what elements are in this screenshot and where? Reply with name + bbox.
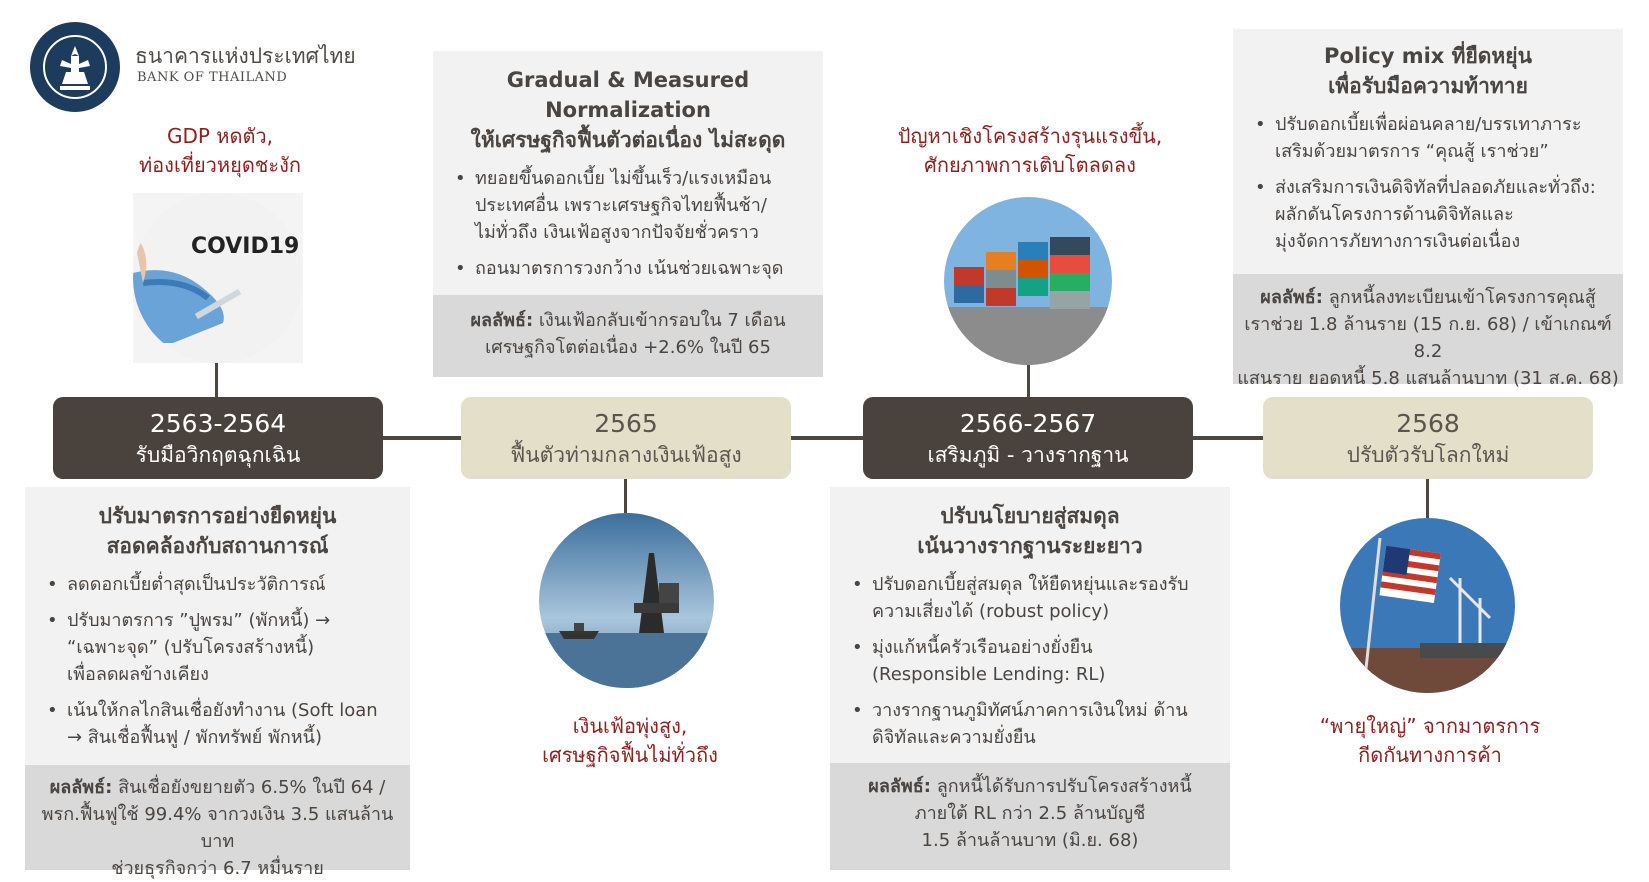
result-p4 xyxy=(1233,274,1623,389)
bullet-line: ผลักดันโครงการด้านดิจิทัลและ xyxy=(1275,204,1514,225)
logo-name-english: BANK OF THAILAND xyxy=(137,70,288,85)
result-text: ลูกหนี้ลงทะเบียนเข้าโครงการคุณสู้ xyxy=(1328,287,1596,308)
bullet-line: • ถอนมาตรการวงกว้าง เน้นช่วยเฉพาะจุด xyxy=(475,258,784,279)
shipping-containers-image xyxy=(944,197,1112,365)
bullet-item xyxy=(1275,174,1611,255)
result-line: ภายใต้ RL กว่า 2.5 ล้านบัญชี xyxy=(914,803,1146,824)
box-title-line: Gradual & Measured xyxy=(506,68,750,92)
bullet-item xyxy=(67,607,398,688)
result-line: แสนราย ยอดหนี้ 5.8 แสนล้านบาท (31 ส.ค. 68) xyxy=(1237,368,1619,389)
box-title xyxy=(37,501,398,561)
box-title xyxy=(842,501,1218,561)
bullet-line: • ปรับมาตรการ ”ปูพรม” (พักหนี้) → xyxy=(67,610,331,631)
period-pill-2565 xyxy=(461,397,791,479)
result-line xyxy=(1237,284,1619,311)
caption-line: ปัญหาเชิงโครงสร้างรุนแรงขึ้น, xyxy=(897,124,1163,148)
result-line xyxy=(29,774,406,801)
logo-name-thai: ธนาคารแห่งประเทศไทย xyxy=(135,44,356,68)
caption-p3 xyxy=(870,122,1190,180)
caption-line: เงินเฟ้อพุ่งสูง, xyxy=(572,714,688,738)
period-title: ปรับตัวรับโลกใหม่ xyxy=(1346,442,1510,467)
result-line: พรก.ฟื้นฟูใช้ 99.4% จากวงเงิน 3.5 แสนล้านบาท xyxy=(41,804,394,852)
bullet-item xyxy=(67,697,398,751)
bullet-line: “เฉพาะจุด” (ปรับโครงสร้างหนี้) xyxy=(67,637,315,658)
caption-p1 xyxy=(95,122,345,180)
bullet-line: มุ่งจัดการภัยทางการเงินต่อเนื่อง xyxy=(1275,231,1521,252)
period-title: ฟื้นตัวท่ามกลางเงินเฟ้อสูง xyxy=(510,442,742,467)
result-line xyxy=(437,307,819,334)
result-line: เศรษฐกิจโตต่อเนื่อง +2.6% ในปี 65 xyxy=(485,337,771,358)
us-flag-port-photo xyxy=(1340,518,1515,693)
period-pill-2563-2564 xyxy=(53,397,383,479)
result-line: เราช่วย 1.8 ล้านราย (15 ก.ย. 68) / เข้าเกณฑ์ 8.2 xyxy=(1244,314,1612,362)
bullet-list xyxy=(842,571,1218,751)
result-text: สินเชื่อยังขยายตัว 6.5% ในปี 64 / xyxy=(118,777,386,798)
bullet-item xyxy=(1275,111,1611,165)
bullet-line: • ทยอยขึ้นดอกเบี้ย ไม่ขึ้นเร็ว/แรงเหมือน xyxy=(475,168,772,189)
result-label: ผลลัพธ์: xyxy=(868,776,931,797)
bullet-line: ความเสี่ยงได้ (robust policy) xyxy=(872,601,1110,622)
result-line xyxy=(834,773,1226,800)
bullet-line: ประเทศอื่น เพราะเศรษฐกิจไทยฟื้นช้า/ xyxy=(475,195,767,216)
period-pill-2568 xyxy=(1263,397,1593,479)
containers-photo xyxy=(944,197,1112,365)
box-title-line: สอดคล้องกับสถานการณ์ xyxy=(106,534,329,558)
result-line: ช่วยธุรกิจกว่า 6.7 หมื่นราย xyxy=(111,858,324,879)
caption-line: GDP หดตัว, xyxy=(166,124,274,148)
caption-p4 xyxy=(1290,712,1570,770)
connector-p4-down xyxy=(1426,478,1429,518)
box-p4 xyxy=(1233,29,1623,274)
box-title-line: Policy mix ที่ยืดหยุ่น xyxy=(1324,44,1532,68)
bullet-list xyxy=(445,165,811,282)
bullet-line: (Responsible Lending: RL) xyxy=(872,664,1106,685)
bullet-line: • ส่งเสริมการเงินดิจิทัลที่ปลอดภัยและทั่วถึง: xyxy=(1275,177,1596,198)
bullet-line: ไม่ทั่วถึง เงินเฟ้อสูงจากปัจจัยชั่วคราว xyxy=(475,222,759,243)
bullet-list xyxy=(37,571,398,751)
oil-rig-image xyxy=(539,513,714,688)
bullet-line: → สินเชื่อฟื้นฟู / พักทรัพย์ พักหนี้) xyxy=(67,727,322,748)
box-title-line: เพื่อรับมือความท้าทาย xyxy=(1328,74,1528,98)
box-title-line: ปรับมาตรการอย่างยืดหยุ่น xyxy=(98,504,337,528)
period-pill-2566-2567 xyxy=(863,397,1193,479)
period-year: 2565 xyxy=(594,408,658,438)
period-title: เสริมภูมิ - วางรากฐาน xyxy=(927,442,1129,467)
result-p3 xyxy=(830,763,1230,870)
bot-logo-emblem xyxy=(30,22,120,112)
garuda-emblem-icon xyxy=(40,32,110,102)
caption-line: ศักยภาพการเติบโตลดลง xyxy=(924,153,1136,177)
period-year: 2566-2567 xyxy=(959,408,1097,438)
result-p2 xyxy=(433,295,823,377)
box-title xyxy=(445,65,811,155)
bullet-line: • ปรับดอกเบี้ยเพื่อผ่อนคลาย/บรรเทาภาระ xyxy=(1275,114,1582,135)
box-p2 xyxy=(433,51,823,295)
period-year: 2568 xyxy=(1396,408,1460,438)
connector-p3-up xyxy=(1027,360,1030,400)
period-year: 2563-2564 xyxy=(149,408,287,438)
box-title-line: ปรับนโยบายสู่สมดุล xyxy=(940,504,1120,528)
box-title-line: ให้เศรษฐกิจฟื้นตัวต่อเนื่อง ไม่สะดุด xyxy=(470,128,786,152)
box-title-line: เน้นวางรากฐานระยะยาว xyxy=(917,534,1143,558)
caption-p2 xyxy=(500,712,760,770)
caption-line: ท่องเที่ยวหยุดชะงัก xyxy=(138,153,301,177)
caption-line: กีดกันทางการค้า xyxy=(1358,743,1502,767)
us-flag-port-image xyxy=(1340,518,1515,693)
box-title-line: Normalization xyxy=(545,98,711,122)
bullet-line: เพื่อลดผลข้างเคียง xyxy=(67,664,209,685)
bullet-item xyxy=(475,255,811,282)
period-title: รับมือวิกฤตฉุกเฉิน xyxy=(135,442,301,467)
caption-line: “พายุใหญ่” จากมาตรการ xyxy=(1319,714,1541,738)
bullet-line: ดิจิทัลและความยั่งยืน xyxy=(872,727,1036,748)
oil-rig-photo xyxy=(539,513,714,688)
covid-label: COVID19 xyxy=(191,234,300,259)
result-label: ผลลัพธ์: xyxy=(49,777,113,798)
bullet-item xyxy=(67,571,398,598)
result-label: ผลลัพธ์: xyxy=(1260,287,1323,308)
bullet-line: เสริมด้วยมาตรการ “คุณสู้ เราช่วย” xyxy=(1275,141,1549,162)
connector-p2-down xyxy=(624,478,627,513)
box-title xyxy=(1245,41,1611,101)
bullet-line: • ปรับดอกเบี้ยสู่สมดุล ให้ยืดหยุ่นและรองรับ xyxy=(872,574,1189,595)
connector-p1-up xyxy=(215,360,218,400)
bullet-line: • ลดดอกเบี้ยต่ำสุดเป็นประวัติการณ์ xyxy=(67,574,326,595)
bullet-line: • เน้นให้กลไกสินเชื่อยังทำงาน (Soft loan xyxy=(67,700,378,721)
bullet-line: • มุ่งแก้หนี้ครัวเรือนอย่างยั่งยืน xyxy=(872,637,1093,658)
covid-vaccine-image xyxy=(133,193,303,363)
result-text: ลูกหนี้ได้รับการปรับโครงสร้างหนี้ xyxy=(936,776,1192,797)
bullet-item xyxy=(872,634,1218,688)
bullet-item xyxy=(475,165,811,246)
bullet-line: • วางรากฐานภูมิทัศน์ภาคการเงินใหม่ ด้าน xyxy=(872,700,1188,721)
result-p1 xyxy=(25,765,410,879)
caption-line: เศรษฐกิจฟื้นไม่ทั่วถึง xyxy=(542,743,718,767)
result-line: 1.5 ล้านล้านบาท (มิ.ย. 68) xyxy=(921,830,1139,851)
bullet-item xyxy=(872,571,1218,625)
result-label: ผลลัพธ์: xyxy=(470,310,534,331)
covid-photo xyxy=(133,193,303,363)
result-text: เงินเฟ้อกลับเข้ากรอบใน 7 เดือน xyxy=(538,310,786,331)
bullet-list xyxy=(1245,111,1611,255)
bullet-item xyxy=(872,697,1218,751)
